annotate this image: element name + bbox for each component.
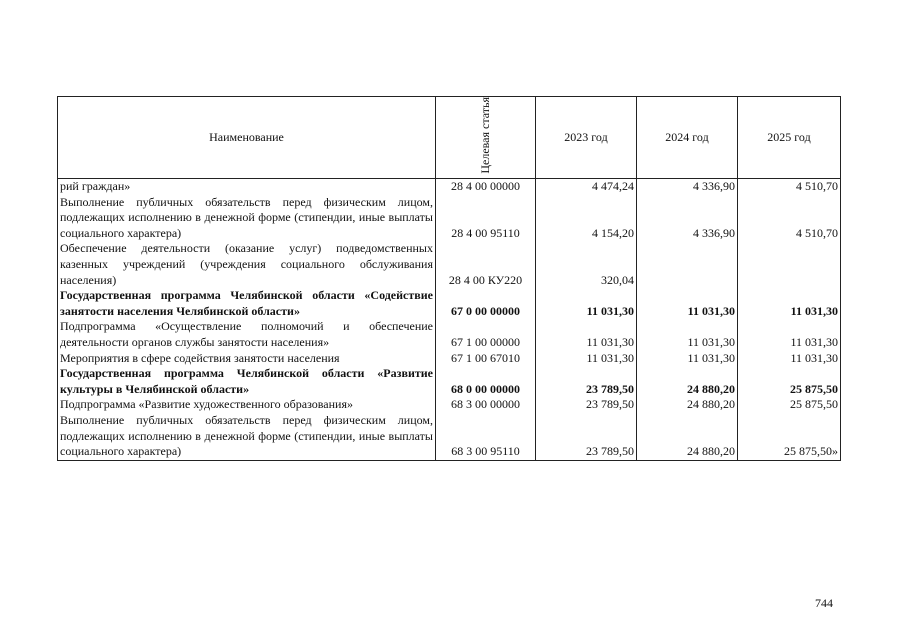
row-2023: 320,04 (536, 241, 637, 288)
page-number: 744 (815, 596, 833, 610)
row-code: 67 1 00 00000 (436, 319, 536, 350)
row-2024: 24 880,20 (637, 397, 738, 413)
table-row (58, 351, 841, 367)
row-2025: 11 031,30 (738, 288, 841, 319)
row-2024: 4 336,90 (637, 179, 738, 195)
row-2024: 11 031,30 (637, 351, 738, 367)
row-name: Выполнение публичных обязательств перед физическим лицом, подлежащих исполнению в денежной форме (стипендии, иные выплаты социального характера) (58, 413, 436, 460)
row-2024: 24 880,20 (637, 366, 738, 397)
table-row (58, 413, 841, 460)
table-row (58, 397, 841, 413)
row-code: 68 3 00 95110 (436, 413, 536, 460)
budget-table (57, 96, 841, 461)
row-name: рий граждан» (58, 179, 436, 195)
row-2023: 23 789,50 (536, 397, 637, 413)
row-code: 28 4 00 00000 (436, 179, 536, 195)
header-name: Наименование (58, 97, 436, 179)
row-code: 67 0 00 00000 (436, 288, 536, 319)
row-name: Мероприятия в сфере содействия занятости населения (58, 351, 436, 367)
row-name: Государственная программа Челябинской области «Содействие занятости населения Челябинской области» (58, 288, 436, 319)
row-2023: 4 154,20 (536, 195, 637, 242)
row-2023: 11 031,30 (536, 319, 637, 350)
row-2024: 11 031,30 (637, 319, 738, 350)
row-2024 (637, 241, 738, 288)
row-2025: 11 031,30 (738, 319, 841, 350)
row-2023: 23 789,50 (536, 413, 637, 460)
row-2023: 4 474,24 (536, 179, 637, 195)
row-2024: 24 880,20 (637, 413, 738, 460)
row-code: 28 4 00 КУ220 (436, 241, 536, 288)
table-row (58, 179, 841, 195)
table-row (58, 288, 841, 319)
row-2023: 23 789,50 (536, 366, 637, 397)
row-name: Обеспечение деятельности (оказание услуг) подведомственных казенных учреждений (учреждения социального обслуживания населения) (58, 241, 436, 288)
row-name: Выполнение публичных обязательств перед физическим лицом, подлежащих исполнению в денежной форме (стипендии, иные выплаты социального характера) (58, 195, 436, 242)
row-2025: 11 031,30 (738, 351, 841, 367)
header-target-article-label: Целевая статья (478, 97, 492, 174)
table-row (58, 241, 841, 288)
row-2024: 4 336,90 (637, 195, 738, 242)
table-row (58, 195, 841, 242)
row-2023: 11 031,30 (536, 351, 637, 367)
row-code: 67 1 00 67010 (436, 351, 536, 367)
header-2025: 2025 год (738, 97, 841, 179)
row-name: Государственная программа Челябинской области «Развитие культуры в Челябинской области» (58, 366, 436, 397)
table-row (58, 366, 841, 397)
row-2025: 25 875,50 (738, 366, 841, 397)
row-name: Подпрограмма «Осуществление полномочий и обеспечение деятельности органов службы занятости населения» (58, 319, 436, 350)
row-name: Подпрограмма «Развитие художественного образования» (58, 397, 436, 413)
row-2024: 11 031,30 (637, 288, 738, 319)
row-code: 68 3 00 00000 (436, 397, 536, 413)
row-code: 28 4 00 95110 (436, 195, 536, 242)
row-2025: 4 510,70 (738, 195, 841, 242)
header-2023: 2023 год (536, 97, 637, 179)
row-2023: 11 031,30 (536, 288, 637, 319)
header-target-article (436, 97, 536, 179)
row-2025 (738, 241, 841, 288)
table-row (58, 319, 841, 350)
row-2025: 25 875,50» (738, 413, 841, 460)
table-header-row (58, 97, 841, 179)
row-code: 68 0 00 00000 (436, 366, 536, 397)
header-2024: 2024 год (637, 97, 738, 179)
row-2025: 25 875,50 (738, 397, 841, 413)
row-2025: 4 510,70 (738, 179, 841, 195)
